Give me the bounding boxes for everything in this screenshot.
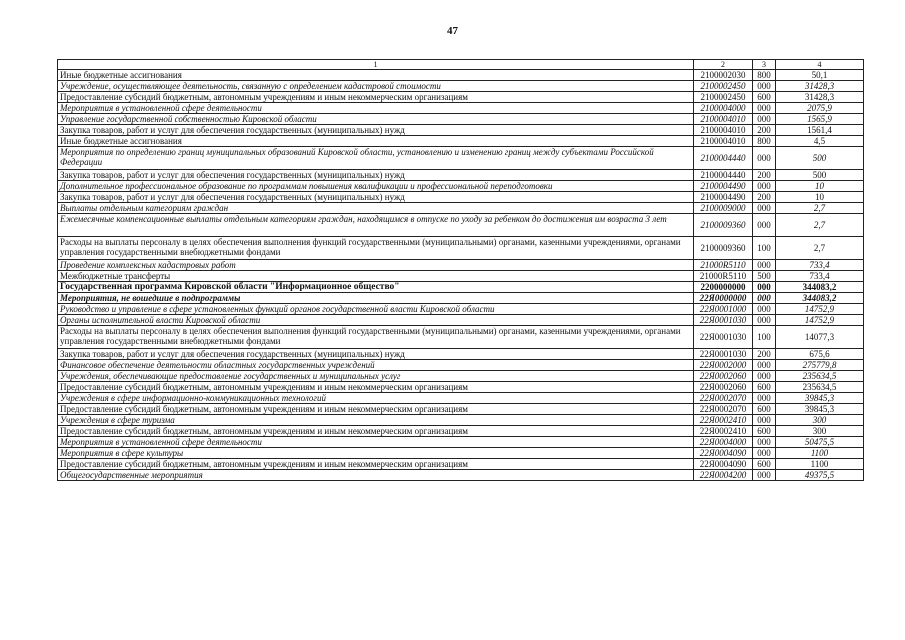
row-amount-cell: 344083,2: [776, 293, 864, 304]
row-name-cell: Мероприятия в сфере культуры: [58, 448, 694, 459]
table-row: [58, 114, 864, 125]
row-amount-cell: 14077,3: [776, 326, 864, 349]
row-type-cell: 200: [753, 192, 776, 203]
row-name-cell: Мероприятия в установленной сфере деятельности: [58, 103, 694, 114]
table-row: [58, 393, 864, 404]
row-amount-cell: 235634,5: [776, 371, 864, 382]
row-name-cell: Расходы на выплаты персоналу в целях обеспечения выполнения функций государственными (муниципальными) органами, казенными учреждениями, органами управления государственными внебюджетными фондами: [58, 326, 694, 349]
table-row: [58, 360, 864, 371]
row-type-cell: 000: [753, 81, 776, 92]
row-amount-cell: 1561,4: [776, 125, 864, 136]
row-type-cell: 000: [753, 114, 776, 125]
row-code-cell: 22Я0001030: [694, 315, 753, 326]
row-amount-cell: 31428,3: [776, 92, 864, 103]
row-amount-cell: 14752,9: [776, 315, 864, 326]
row-code-cell: 2100009360: [694, 214, 753, 237]
row-amount-cell: 10: [776, 181, 864, 192]
budget-table: [57, 59, 864, 481]
row-type-cell: 000: [753, 470, 776, 481]
row-code-cell: 22Я0004090: [694, 459, 753, 470]
table-row: [58, 282, 864, 293]
row-code-cell: 22Я0001000: [694, 304, 753, 315]
row-amount-cell: 2,7: [776, 203, 864, 214]
table-row: [58, 260, 864, 271]
row-code-cell: 2100004440: [694, 170, 753, 181]
row-amount-cell: 2,7: [776, 237, 864, 260]
row-type-cell: 000: [753, 181, 776, 192]
row-amount-cell: 49375,5: [776, 470, 864, 481]
row-amount-cell: 31428,3: [776, 81, 864, 92]
table-row: [58, 371, 864, 382]
table-row: [58, 125, 864, 136]
row-type-cell: 200: [753, 349, 776, 360]
table-row: [58, 81, 864, 92]
row-amount-cell: 1100: [776, 459, 864, 470]
row-type-cell: 000: [753, 360, 776, 371]
row-amount-cell: 733,4: [776, 271, 864, 282]
row-name-cell: Управление государственной собственностью Кировской области: [58, 114, 694, 125]
row-code-cell: 2100004010: [694, 136, 753, 147]
table-row: [58, 448, 864, 459]
row-code-cell: 22Я0002060: [694, 371, 753, 382]
row-code-cell: 2100004000: [694, 103, 753, 114]
table-row: [58, 304, 864, 315]
table-row: [58, 426, 864, 437]
row-name-cell: Закупка товаров, работ и услуг для обеспечения государственных (муниципальных) нужд: [58, 192, 694, 203]
row-code-cell: 2100004490: [694, 192, 753, 203]
table-row: [58, 192, 864, 203]
row-name-cell: Ежемесячные компенсационные выплаты отдельным категориям граждан, находящимся в отпуске по уходу за ребенком до достижения им возраста 3 лет: [58, 214, 694, 237]
table-row: [58, 147, 864, 170]
row-code-cell: 2100004010: [694, 125, 753, 136]
row-name-cell: Закупка товаров, работ и услуг для обеспечения государственных (муниципальных) нужд: [58, 170, 694, 181]
table-row: [58, 103, 864, 114]
row-type-cell: 000: [753, 282, 776, 293]
row-name-cell: Предоставление субсидий бюджетным, автономным учреждениям и иным некоммерческим организациям: [58, 426, 694, 437]
table-row: [58, 214, 864, 237]
table-row: [58, 315, 864, 326]
row-amount-cell: 675,6: [776, 349, 864, 360]
row-type-cell: 600: [753, 404, 776, 415]
table-row: [58, 437, 864, 448]
row-amount-cell: 1565,9: [776, 114, 864, 125]
row-type-cell: 800: [753, 70, 776, 81]
row-code-cell: 2100002450: [694, 81, 753, 92]
row-type-cell: 800: [753, 136, 776, 147]
column-header-amount: 4: [776, 60, 864, 70]
table-row: [58, 136, 864, 147]
row-name-cell: Предоставление субсидий бюджетным, автономным учреждениям и иным некоммерческим организациям: [58, 404, 694, 415]
row-code-cell: 2100004010: [694, 114, 753, 125]
column-number-row: [58, 60, 864, 70]
table-row: [58, 70, 864, 81]
row-name-cell: Мероприятия, не вошедшие в подпрограммы: [58, 293, 694, 304]
row-name-cell: Учреждения в сфере информационно-коммуникационных технологий: [58, 393, 694, 404]
row-name-cell: Мероприятия в установленной сфере деятельности: [58, 437, 694, 448]
row-amount-cell: 275779,8: [776, 360, 864, 371]
row-type-cell: 500: [753, 271, 776, 282]
row-amount-cell: 50475,5: [776, 437, 864, 448]
row-amount-cell: 10: [776, 192, 864, 203]
row-name-cell: Финансовое обеспечение деятельности областных государственных учреждений: [58, 360, 694, 371]
row-code-cell: 2100004490: [694, 181, 753, 192]
row-code-cell: 2100009360: [694, 237, 753, 260]
row-code-cell: 22Я0004000: [694, 437, 753, 448]
row-type-cell: 000: [753, 437, 776, 448]
row-type-cell: 600: [753, 382, 776, 393]
row-amount-cell: 50,1: [776, 70, 864, 81]
row-amount-cell: 39845,3: [776, 393, 864, 404]
budget-table-body: [58, 60, 864, 481]
row-type-cell: 000: [753, 260, 776, 271]
row-code-cell: 22Я0001030: [694, 349, 753, 360]
row-code-cell: 22Я0004090: [694, 448, 753, 459]
row-name-cell: Руководство и управление в сфере установленных функций органов государственной власти Кировской области: [58, 304, 694, 315]
row-code-cell: 22Я0002410: [694, 415, 753, 426]
table-row: [58, 349, 864, 360]
row-type-cell: 200: [753, 170, 776, 181]
row-name-cell: Иные бюджетные ассигнования: [58, 136, 694, 147]
row-type-cell: 100: [753, 237, 776, 260]
row-name-cell: Учреждения в сфере туризма: [58, 415, 694, 426]
row-type-cell: 000: [753, 393, 776, 404]
row-name-cell: Государственная программа Кировской области "Информационное общество": [58, 282, 694, 293]
table-row: [58, 237, 864, 260]
row-type-cell: 600: [753, 426, 776, 437]
row-code-cell: 2100009000: [694, 203, 753, 214]
row-name-cell: Выплаты отдельным категориям граждан: [58, 203, 694, 214]
row-type-cell: 600: [753, 92, 776, 103]
table-row: [58, 271, 864, 282]
table-row: [58, 404, 864, 415]
table-row: [58, 459, 864, 470]
row-amount-cell: 2,7: [776, 214, 864, 237]
row-type-cell: 000: [753, 214, 776, 237]
row-type-cell: 000: [753, 304, 776, 315]
table-row: [58, 92, 864, 103]
column-header-name: 1: [58, 60, 694, 70]
row-name-cell: Закупка товаров, работ и услуг для обеспечения государственных (муниципальных) нужд: [58, 125, 694, 136]
table-row: [58, 382, 864, 393]
row-amount-cell: 1100: [776, 448, 864, 459]
table-row: [58, 181, 864, 192]
page-number: 47: [447, 25, 458, 37]
row-name-cell: Органы исполнительной власти Кировской области: [58, 315, 694, 326]
row-type-cell: 000: [753, 103, 776, 114]
row-name-cell: Мероприятия по определению границ муниципальных образований Кировской области, установлению и изменению границ между субъектами Российской Федерации: [58, 147, 694, 170]
row-amount-cell: 733,4: [776, 260, 864, 271]
table-row: [58, 293, 864, 304]
row-code-cell: 22Я0002070: [694, 404, 753, 415]
row-name-cell: Предоставление субсидий бюджетным, автономным учреждениям и иным некоммерческим организациям: [58, 459, 694, 470]
row-code-cell: 21000R5110: [694, 260, 753, 271]
row-code-cell: 22Я0002000: [694, 360, 753, 371]
row-name-cell: Межбюджетные трансферты: [58, 271, 694, 282]
row-type-cell: 000: [753, 203, 776, 214]
table-row: [58, 170, 864, 181]
row-name-cell: Иные бюджетные ассигнования: [58, 70, 694, 81]
row-name-cell: Предоставление субсидий бюджетным, автономным учреждениям и иным некоммерческим организациям: [58, 382, 694, 393]
table-row: [58, 203, 864, 214]
row-amount-cell: 2075,9: [776, 103, 864, 114]
row-code-cell: 2100004440: [694, 147, 753, 170]
table-row: [58, 415, 864, 426]
row-name-cell: Учреждение, осуществляющее деятельность, связанную с определением кадастровой стоимости: [58, 81, 694, 92]
row-code-cell: 22Я0002410: [694, 426, 753, 437]
table-row: [58, 326, 864, 349]
row-amount-cell: 300: [776, 426, 864, 437]
row-amount-cell: 14752,9: [776, 304, 864, 315]
row-amount-cell: 500: [776, 170, 864, 181]
row-code-cell: 22Я0002060: [694, 382, 753, 393]
row-type-cell: 000: [753, 415, 776, 426]
row-type-cell: 000: [753, 147, 776, 170]
row-name-cell: Общегосударственные мероприятия: [58, 470, 694, 481]
row-amount-cell: 39845,3: [776, 404, 864, 415]
row-code-cell: 22Я0004200: [694, 470, 753, 481]
row-type-cell: 100: [753, 326, 776, 349]
row-code-cell: 2100002450: [694, 92, 753, 103]
row-name-cell: Закупка товаров, работ и услуг для обеспечения государственных (муниципальных) нужд: [58, 349, 694, 360]
row-code-cell: 22Я0001030: [694, 326, 753, 349]
row-amount-cell: 235634,5: [776, 382, 864, 393]
row-type-cell: 000: [753, 315, 776, 326]
row-type-cell: 200: [753, 125, 776, 136]
row-name-cell: Дополнительное профессиональное образование по программам повышения квалификации и профессиональной переподготовки: [58, 181, 694, 192]
row-type-cell: 600: [753, 459, 776, 470]
row-type-cell: 000: [753, 371, 776, 382]
row-type-cell: 000: [753, 448, 776, 459]
row-name-cell: Учреждения, обеспечивающие предоставление государственных и муниципальных услуг: [58, 371, 694, 382]
table-row: [58, 470, 864, 481]
row-amount-cell: 500: [776, 147, 864, 170]
row-code-cell: 21000R5110: [694, 271, 753, 282]
row-name-cell: Проведение комплексных кадастровых работ: [58, 260, 694, 271]
row-name-cell: Предоставление субсидий бюджетным, автономным учреждениям и иным некоммерческим организациям: [58, 92, 694, 103]
row-code-cell: 2100002030: [694, 70, 753, 81]
column-header-code: 2: [694, 60, 753, 70]
row-amount-cell: 344083,2: [776, 282, 864, 293]
row-code-cell: 2200000000: [694, 282, 753, 293]
column-header-type: 3: [753, 60, 776, 70]
row-amount-cell: 4,5: [776, 136, 864, 147]
row-code-cell: 22Я0002070: [694, 393, 753, 404]
row-type-cell: 000: [753, 293, 776, 304]
row-amount-cell: 300: [776, 415, 864, 426]
row-name-cell: Расходы на выплаты персоналу в целях обеспечения выполнения функций государственными (муниципальными) органами, казенными учреждениями, органами управления государственными внебюджетными фондами: [58, 237, 694, 260]
row-code-cell: 22Я0000000: [694, 293, 753, 304]
